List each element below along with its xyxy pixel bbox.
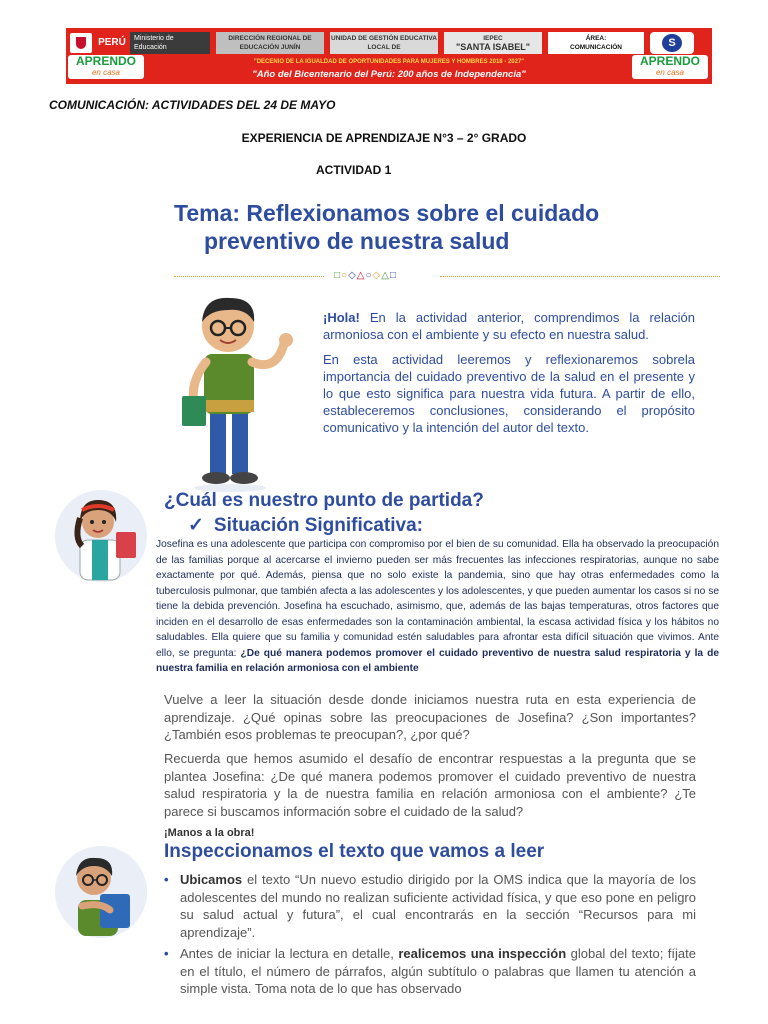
tema-line1: Tema: Reflexionamos sobre el cuidado	[174, 200, 600, 226]
intro-text	[323, 309, 695, 444]
experiencia-title: EXPERIENCIA DE APRENDIZAJE N°3 – 2° GRADO	[241, 131, 527, 145]
tema-line2: preventivo de nuestra salud	[204, 228, 510, 254]
ubicamos-rest: el texto “Un nuevo estudio dirigido por la OMS indica que la mayoría de los adolescentes del mundo no realizan suficiente actividad física, y que eso pone en peligro su salud actual y futura”, el cual encontrarás en la sección “Recursos para mi aprendizaje”.	[180, 872, 696, 940]
area-label	[548, 32, 644, 54]
tema-heading	[174, 199, 720, 255]
vuelve-paragraph: Vuelve a leer la situación desde donde iniciamos nuestra ruta en esta experiencia de aprendizaje. ¿Qué opinas sobre las preocupaciones de Josefina? ¿Son importantes? ¿También esos problemas te preocupan?, ¿por qué?	[164, 692, 696, 742]
peru-shield-icon	[70, 33, 92, 53]
boy-reading-illustration	[180, 292, 306, 492]
comunicacion-title: COMUNICACIÓN: ACTIVIDADES DEL 24 DE MAYO	[49, 98, 336, 112]
ugel-label: UNIDAD DE GESTIÓN EDUCATIVA LOCAL DE	[330, 32, 438, 54]
iepec-label	[444, 32, 542, 54]
area-line1: ÁREA:	[585, 35, 607, 42]
situacion-paragraph	[156, 537, 719, 677]
ministry-label: Ministerio de Educación	[130, 32, 210, 54]
actividad-title: ACTIVIDAD 1	[316, 163, 392, 177]
area-line2: COMUNICACIÓN	[570, 44, 622, 51]
situacion-title: Situación Significativa:	[213, 515, 423, 536]
decenio-text: "DECENIO DE LA IGUALDAD DE OPORTUNIDADES PARA MUJERES Y HOMBRES 2018 - 2027"	[253, 59, 525, 65]
aprendo-logo-left	[68, 55, 144, 79]
bullet-ubicamos	[164, 871, 696, 941]
intro-paragraph-2: En esta actividad leeremos y reflexionaremos sobrela importancia del cuidado preventivo de la salud en el presente y lo que esto significa para nuestra vida futura. A partir de ello, estableceremos conclusiones, considerando el propósito comunicativo y la intención del autor del texto.	[323, 352, 695, 435]
intro-paragraph-1	[323, 309, 695, 343]
header-banner	[66, 28, 712, 84]
aprendo-logo-right	[632, 55, 708, 79]
aprendo-casa: en casa	[655, 68, 685, 77]
ubicamos-bold: Ubicamos	[180, 872, 243, 887]
peru-label: PERÚ	[98, 37, 126, 48]
bullet-icon: •	[164, 946, 169, 961]
recuerda-paragraph: Recuerda que hemos asumido el desafío de encontrar respuestas a la pregunta que se plantea Josefina: ¿De qué manera podemos promover el cuidado preventivo de nuestra salud respiratoria y la de nuestra familia en relación armoniosa con el ambiente? ¿Te parece si buscamos información sobre el cuidado de la salud?	[164, 751, 696, 819]
iepec-line1: IEPEC	[483, 35, 503, 42]
bullet-inspeccion	[164, 945, 696, 998]
situacion-body: Josefina es una adolescente que participa con compromiso por el bien de su comunidad. Ella ha observado la preocupación de las familias porque al acercarse el invierno pueden ser más frecuentes las infecciones respiratorias, aunque no sabe exactamente por qué. Además, piensa que no solo existe la pandemia, sino que hay otras enfermedades como la tuberculosis pulmonar, que también afecta a las adolescentes y los adolescentes, y que pueden aumentar los casos si no se tiene la debida prevención. Josefina ha escuchado, asimismo, que, además de las bajas temperaturas, otros factores que inciden en el desarrollo de esas enfermedades son la contaminación ambiental, la escasa actividad física y los hábitos no saludables. Ella quiere que su familia y comunidad estén saludables para afrontar esta difícil situación que vivimos. Ante ello, se pregunta:	[156, 539, 719, 659]
inspeccion-rest: global del texto; fíjate en el título, el número de párrafos, algún subtítulo o palabras que llamen tu atención a simple vista. Toma nota de lo que has observado	[180, 946, 696, 996]
anio-text: "Año del Bicentenario del Perú: 200 años de Independencia"	[252, 69, 526, 80]
situacion-heading	[188, 514, 423, 537]
aprendo-word: APRENDO	[75, 54, 136, 68]
bullet-icon: •	[164, 872, 169, 887]
school-crest-icon: S	[650, 32, 694, 54]
iepec-line2: "SANTA ISABEL"	[455, 42, 531, 52]
header-logos-row	[66, 30, 712, 56]
hola-greeting: ¡Hola!	[323, 310, 360, 325]
girl-avatar-illustration	[52, 488, 150, 584]
punto-partida-heading: ¿Cuál es nuestro punto de partida?	[164, 490, 484, 511]
decorative-divider	[174, 276, 720, 277]
aprendo-word: APRENDO	[639, 54, 700, 68]
situacion-question: ¿De qué manera podemos promover el cuidado preventivo de nuestra salud respiratoria y la de nuestra familia en relación armoniosa con el ambiente	[156, 647, 719, 674]
inspeccion-start: Antes de iniciar la lectura en detalle,	[180, 946, 399, 961]
checkmark-icon: ✓	[188, 515, 204, 536]
bullet-inspeccion-text	[164, 945, 696, 998]
aprendo-casa: en casa	[91, 68, 121, 77]
inspeccionamos-heading: Inspeccionamos el texto que vamos a leer	[164, 841, 545, 862]
divider-shapes-icon: □○◇△○◇△□	[334, 270, 397, 281]
boy-book-avatar-illustration	[52, 844, 150, 940]
intro-p1-rest: En la actividad anterior, comprendimos la relación armoniosa con el ambiente y su efecto en nuestra salud.	[323, 310, 695, 342]
dre-label: DIRECCIÓN REGIONAL DE EDUCACIÓN JUNÍN	[216, 32, 324, 54]
inspeccion-bold: realicemos una inspección	[398, 946, 567, 961]
bullet-ubicamos-text	[164, 871, 696, 941]
manos-obra-label: ¡Manos a la obra!	[164, 827, 255, 839]
